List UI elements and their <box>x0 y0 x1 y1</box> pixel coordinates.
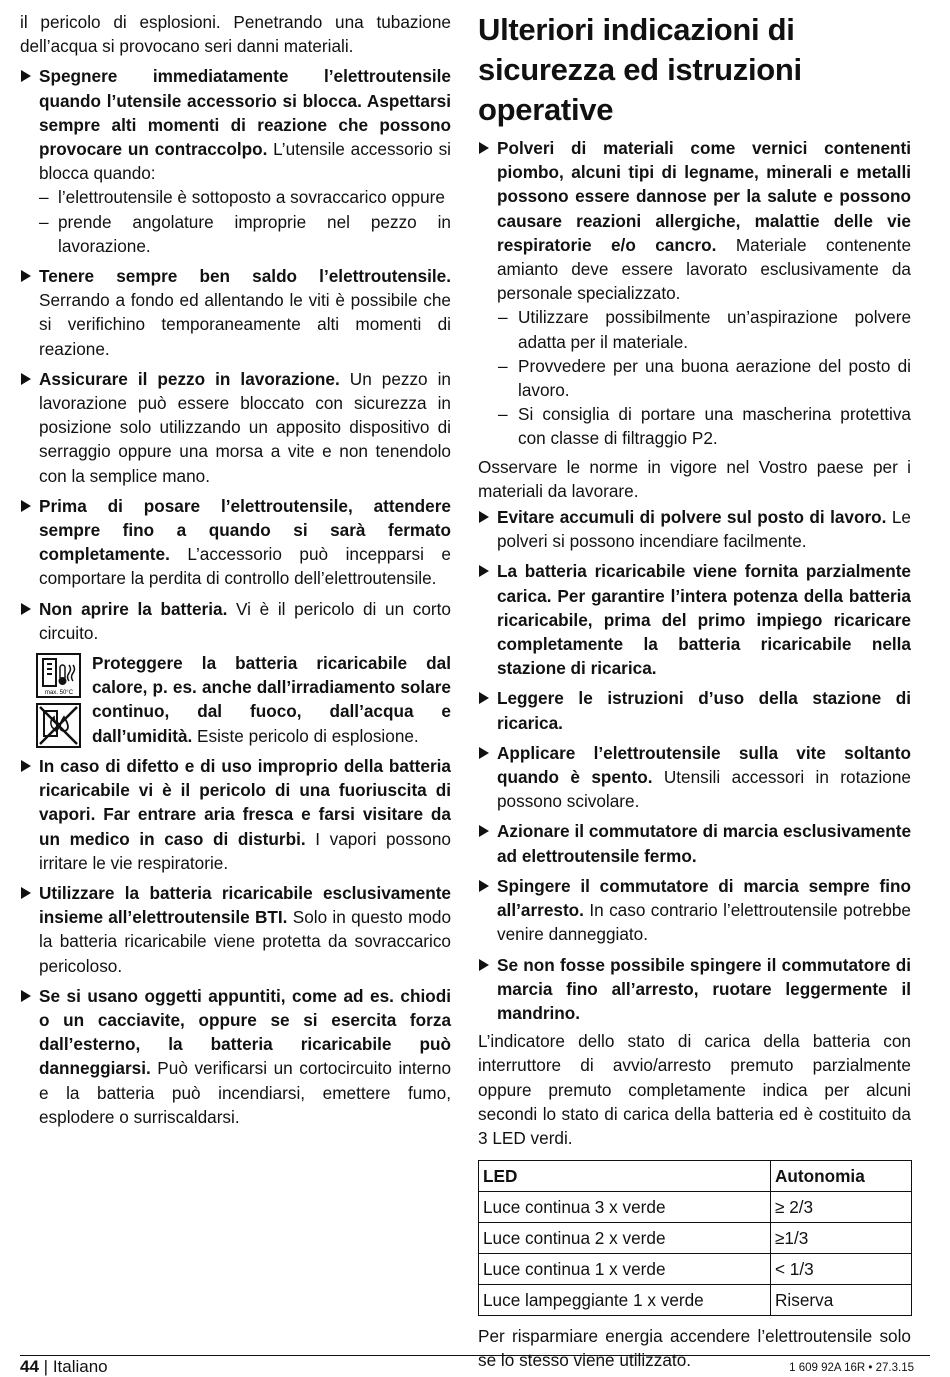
item-text: L’accessorio può incepparsi e comportare la perdita di controllo dell’elettroutensile. <box>39 544 451 589</box>
footer-left <box>20 1357 108 1377</box>
safety-item <box>20 754 451 875</box>
item-bold: Se si usano oggetti appuntiti, come ad es. chiodi o un cacciavite, oppure se si esercita forza dall’esterno, la batteria ricaricabile può danneggiarsi. <box>39 985 451 1079</box>
paragraph: Per risparmiare energia accendere l’elettroutensile solo se lo stesso viene utilizzato. <box>478 1326 911 1371</box>
dash-line: – l’elettroutensile è sottoposto a sovraccarico oppure <box>39 187 445 208</box>
table-cell: Riserva <box>771 1285 912 1316</box>
bullet-triangle-icon <box>479 511 489 523</box>
safety-item <box>478 741 911 814</box>
table-row <box>479 1254 912 1285</box>
table-row <box>479 1285 912 1316</box>
symbol-bold-text: Proteggere la batteria ricaricabile dal calore, p. es. anche dall’irradiamento solare continuo, dal fuoco, dall’acqua e dall’umidità. <box>92 653 451 746</box>
item-bold: In caso di difetto e di uso improprio della batteria ricaricabile vi è il pericolo di una fuoriuscita di vapori. Far entrare aria fresca e farsi visitare da un medico in caso di disturbi. <box>39 755 451 849</box>
bullet-triangle-icon <box>479 747 489 759</box>
dash-line: – Provvedere per una buona aerazione del posto di lavoro. <box>498 355 911 401</box>
safety-item <box>20 264 451 361</box>
item-bold: Assicurare il pezzo in lavorazione. <box>39 368 340 389</box>
item-text: Vi è il pericolo di un corto circuito. <box>39 598 451 643</box>
safety-item <box>20 64 451 258</box>
no-water-fire-icon <box>36 703 81 748</box>
item-bold: Polveri di materiali come vernici contenenti piombo, alcuni tipi di legname, minerali e metalli possono essere dannose per la salute e possono causare reazioni allergiche, malattie delle vie respiratorie e/o cancro. <box>497 138 911 255</box>
safety-item <box>478 136 911 305</box>
table-row <box>479 1223 912 1254</box>
item-text: Materiale contenente amianto deve essere lavorato esclusivamente da personale specializzato. <box>497 234 911 304</box>
safety-item <box>20 984 451 1129</box>
paragraph: Osservare le norme in vigore nel Vostro paese per i materiali da lavorare. <box>478 456 911 501</box>
bullet-triangle-icon <box>479 142 489 154</box>
bullet-triangle-icon <box>21 603 31 615</box>
safety-item <box>20 597 451 645</box>
led-table <box>478 1160 912 1316</box>
footer-language: Italiano <box>52 1357 108 1376</box>
safety-item <box>478 559 911 680</box>
symbol-text: Esiste pericolo di esplosione. <box>192 725 419 746</box>
safety-item <box>20 881 451 978</box>
bullet-triangle-icon <box>21 500 31 512</box>
bullet-triangle-icon <box>479 959 489 971</box>
safety-item <box>478 874 911 947</box>
dash-line: – Si consiglia di portare una mascherina protettiva con classe di filtraggio P2. <box>498 404 911 449</box>
item-text: Utensili accessori in rotazione possono scivolare. <box>497 767 911 812</box>
item-bold: Spingere il commutatore di marcia sempre fino all’arresto. <box>497 875 911 921</box>
dash-text: Utilizzare possibilmente un’aspirazione polvere adatta per il materiale. <box>518 307 911 352</box>
item-bold: Azionare il commutatore di marcia esclusivamente ad elettroutensile fermo. <box>497 821 911 866</box>
item-text: Le polveri si possono incendiare facilmente. <box>497 507 911 552</box>
bullet-triangle-icon <box>21 990 31 1002</box>
item-text: Serrando a fondo ed allentando le viti è possibile che si verifichino temporaneamente alti momenti di reazione. <box>39 290 451 359</box>
right-column <box>478 10 911 1373</box>
item-bold: Se non fosse possibile spingere il commutatore di marcia fino all’arresto, ruotare leggermente il mandrino. <box>497 954 911 1023</box>
item-bold: Evitare accumuli di polvere sul posto di lavoro. <box>497 507 887 528</box>
dash-text: Provvedere per una buona aerazione del posto di lavoro. <box>518 355 911 401</box>
safety-item <box>478 819 911 867</box>
section-heading: Ulteriori indicazioni di sicurezza ed istruzioni operative <box>478 12 802 127</box>
table-header-row <box>479 1161 912 1192</box>
safety-item <box>478 505 911 553</box>
item-bold: Spegnere immediatamente l’elettroutensile quando l’utensile accessorio si blocca. Aspettarsi sempre alti momenti di reazione che possono provocare un contraccolpo. <box>39 66 451 160</box>
item-text: L’utensile accessorio si blocca quando: <box>39 139 451 184</box>
intro-paragraph: il pericolo di esplosioni. Penetrando una tubazione dell’acqua si provocano seri danni materiali. <box>20 12 451 57</box>
dash-text: l’elettroutensile è sottoposto a sovraccarico oppure <box>58 187 445 208</box>
doc-code: 1 609 92A 16R • 27.3.15 <box>789 1362 914 1374</box>
item-bold: Leggere le istruzioni d’uso della stazione di ricarica. <box>497 688 911 733</box>
bullet-triangle-icon <box>21 887 31 899</box>
page-number: 44 <box>20 1357 39 1376</box>
safety-item <box>20 367 451 488</box>
item-bold: Tenere sempre ben saldo l’elettroutensile. <box>39 266 451 287</box>
item-bold: Applicare l’elettroutensile sulla vite soltanto quando è spento. <box>497 742 911 788</box>
paragraph: L’indicatore dello stato di carica della batteria con interruttore di avvio/arresto premuto parzialmente oppure premuto completamente indica per alcuni secondi lo stato di carica della batteria ed è costituito da 3 LED verdi. <box>478 1031 911 1148</box>
bullet-triangle-icon <box>479 825 489 837</box>
footer-separator: | <box>43 1357 49 1376</box>
item-text: Solo in questo modo la batteria ricaricabile viene protetta da sovraccarico pericoloso. <box>39 907 451 976</box>
item-bold: Non aprire la batteria. <box>39 598 228 619</box>
bullet-triangle-icon <box>21 760 31 772</box>
dash-line: – Utilizzare possibilmente un’aspirazione polvere adatta per il materiale. <box>498 307 911 352</box>
item-bold: La batteria ricaricabile viene fornita parzialmente carica. Per garantire l’intera potenza della batteria ricaricabile, prima del primo impiego ricaricare completamente la batteria ricaricabile nella stazione di ricarica. <box>497 561 911 679</box>
table-cell: Luce continua 2 x verde <box>479 1223 771 1254</box>
footer-rule <box>20 1355 930 1356</box>
safety-item <box>478 686 911 734</box>
item-text: I vapori possono irritare le vie respiratorie. <box>39 828 451 873</box>
table-cell: Luce continua 1 x verde <box>479 1254 771 1285</box>
left-column <box>20 10 451 1129</box>
item-text: In caso contrario l’elettroutensile potrebbe venire danneggiato. <box>497 900 911 945</box>
symbol-warning-block <box>20 651 451 748</box>
bullet-triangle-icon <box>21 270 31 282</box>
item-text: Può verificarsi un cortocircuito interno e la batteria può incendiarsi, emettere fumo, esplodere o surriscaldarsi. <box>39 1058 451 1127</box>
table-row <box>479 1192 912 1223</box>
bullet-triangle-icon <box>479 880 489 892</box>
max-temperature-label: max. 50°C <box>44 690 74 697</box>
dash-line: – prende angolature improprie nel pezzo in lavorazione. <box>39 211 451 256</box>
item-text: Un pezzo in lavorazione può essere bloccato con sicurezza in posizione solo utilizzando un apposito dispositivo di serraggio oppure una morsa a vite e non tenendolo con la semplice mano. <box>39 368 451 486</box>
safety-item <box>478 953 911 1026</box>
bullet-triangle-icon <box>479 692 489 704</box>
table-cell: ≥ 2/3 <box>771 1192 912 1223</box>
item-bold: Utilizzare la batteria ricaricabile esclusivamente insieme all’elettroutensile BTI. <box>39 882 451 928</box>
table-cell: < 1/3 <box>771 1254 912 1285</box>
table-header: LED <box>479 1161 771 1192</box>
dash-text: Si consiglia di portare una mascherina protettiva con classe di filtraggio P2. <box>518 404 911 449</box>
heat-warning-icon <box>36 653 81 698</box>
item-bold: Prima di posare l’elettroutensile, attendere sempre fino a quando si sarà fermato completamente. <box>39 495 451 565</box>
table-cell: ≥1/3 <box>771 1223 912 1254</box>
bullet-triangle-icon <box>479 565 489 577</box>
table-header: Autonomia <box>771 1161 912 1192</box>
bullet-triangle-icon <box>21 70 31 82</box>
safety-item <box>20 494 451 591</box>
table-cell: Luce continua 3 x verde <box>479 1192 771 1223</box>
dash-text: prende angolature improprie nel pezzo in lavorazione. <box>58 211 451 256</box>
table-cell: Luce lampeggiante 1 x verde <box>479 1285 771 1316</box>
bullet-triangle-icon <box>21 373 31 385</box>
